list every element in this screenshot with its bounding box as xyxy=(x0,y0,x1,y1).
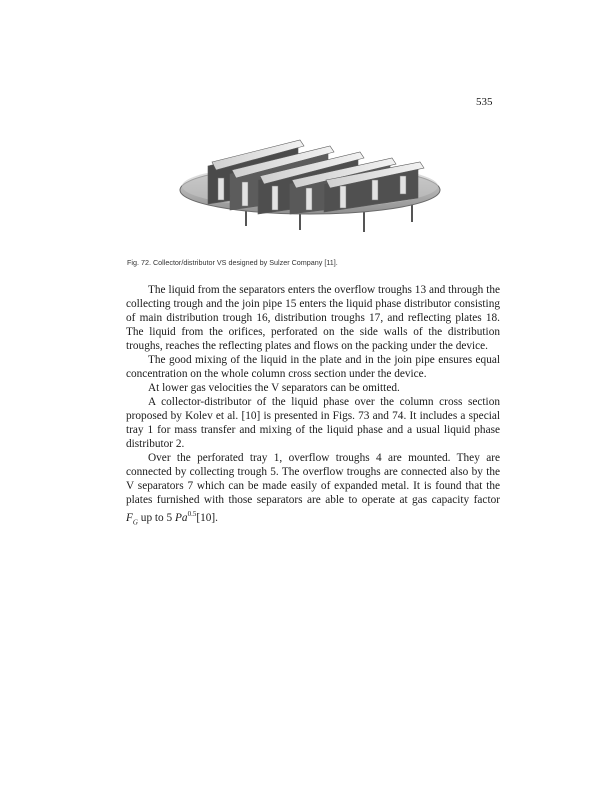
formula-mid: up to 5 xyxy=(137,511,175,524)
paragraph: The good mixing of the liquid in the plate and in the join pipe ensures equal concentration on the whole column cross section under the device. xyxy=(126,354,500,380)
paragraph: The liquid from the separators enters the overflow troughs 13 and through the collecting trough and the join pipe 15 enters the liquid phase distributor consisting of main distribution trough 16, distribution troughs 17, and reflecting plates 18. The liquid from the orifices, perforated on the side walls of the distribution troughs, reaches the reflecting plates and flows on the packing under the device. xyxy=(126,284,500,352)
paragraph: At lower gas velocities the V separators can be omitted. xyxy=(148,382,400,394)
formula-exponent: 0.5 xyxy=(187,510,197,518)
paragraph: A collector-distributor of the liquid phase over the column cross section proposed by Kolev et al. [10] is presented in Figs. 73 and 74. It includes a special tray 1 for mass transfer and mixing of the liquid phase and a usual liquid phase distributor 2. xyxy=(126,396,500,450)
body-text xyxy=(126,283,500,529)
figure-collector-distributor xyxy=(172,126,448,236)
page-number: 535 xyxy=(476,96,493,108)
formula-symbol: F xyxy=(126,511,133,524)
formula-unit: Pa xyxy=(175,511,188,524)
collector-distributor-illustration xyxy=(172,126,448,236)
formula-subscript: G xyxy=(132,518,138,527)
figure-caption: Fig. 72. Collector/distributor VS designed by Sulzer Company [11]. xyxy=(127,258,338,267)
gas-capacity-formula xyxy=(126,510,197,527)
paragraph xyxy=(126,451,500,529)
paragraph-text: Over the perforated tray 1, overflow troughs 4 are mounted. They are connected by collecting trough 5. The overflow troughs are connected also by the V separators 7 which can be made easily of expanded metal. It is found that the plates furnished with those separators are able to operate at gas capacity factor xyxy=(126,452,500,506)
paragraph-text: [10]. xyxy=(196,511,218,524)
